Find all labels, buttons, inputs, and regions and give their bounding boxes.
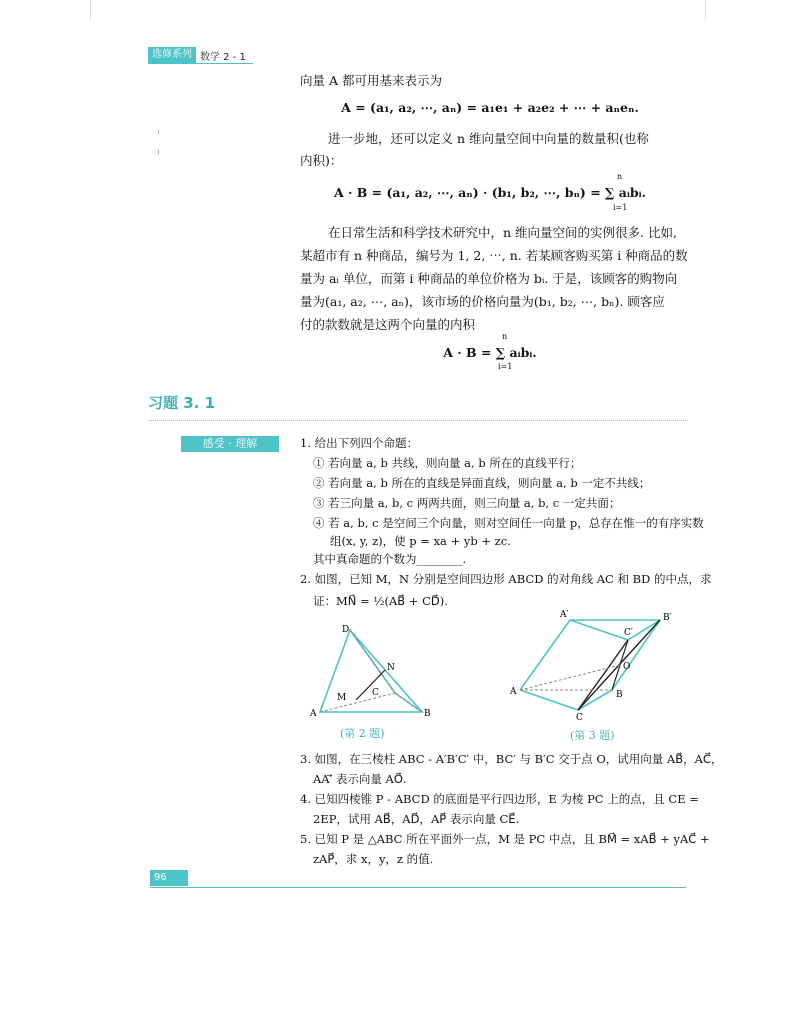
label-B: B	[424, 709, 431, 719]
body-text: 某超市有 n 种商品，编号为 1, 2, ⋯, n. 若某顾客购买第 i 种商品的数	[300, 248, 688, 263]
exercise-1-item: ① 若向量 a, b 共线，则向量 a, b 所在的直线平行；	[313, 456, 582, 470]
exercise-3: 3. 如图，在三棱柱 ABC - A′B′C′ 中，BC′ 与 B′C 交于点 O，试用向量 AB⃗，AC⃗，	[300, 752, 723, 766]
figure-3-caption: (第 3 题)	[570, 729, 615, 742]
running-header	[148, 47, 246, 63]
label-D: D	[342, 625, 350, 635]
label-N: N	[387, 663, 395, 673]
label-A: A	[510, 687, 517, 697]
footer-rule	[150, 887, 686, 888]
series-tag: 选修系列	[148, 47, 196, 63]
equation-2: A · B = (a₁, a₂, ⋯, aₙ) · (b₁, b₂, ⋯, bₙ) = ∑ aᵢbᵢ.	[334, 185, 646, 200]
section-title: 习题 3. 1	[148, 394, 216, 412]
figure-3	[510, 605, 690, 723]
margin-mark	[158, 150, 159, 154]
page-edge-left	[90, 0, 91, 20]
exercise-4: 2EP，试用 AB⃗，AD⃗，AP⃗ 表示向量 CE⃗.	[313, 812, 520, 826]
category-badge: 感受 · 理解	[181, 436, 279, 452]
label-B1: B′	[663, 613, 672, 623]
exercise-3: AA′⃗ 表示向量 AO⃗.	[313, 772, 407, 786]
label-C: C	[576, 713, 583, 723]
body-text: 进一步地，还可以定义 n 维向量空间中向量的数量积(也称	[328, 131, 649, 146]
body-text: 付的款数就是这两个向量的内积	[300, 317, 476, 332]
label-M: M	[337, 693, 347, 703]
body-text: 在日常生活和科学技术研究中，n 维向量空间的实例很多. 比如,	[328, 225, 677, 240]
exercise-4: 4. 已知四棱锥 P - ABCD 的底面是平行四边形，E 为棱 PC 上的点，且 CE =	[300, 792, 699, 806]
label-C1: C′	[624, 628, 633, 638]
sum-upper: n	[502, 332, 508, 341]
sum-upper: n	[617, 172, 623, 181]
figure-2-caption: (第 2 题)	[340, 727, 385, 740]
label-C: C	[372, 688, 379, 698]
label-A1: A′	[560, 610, 569, 620]
body-text: 内积)：	[300, 153, 343, 168]
exercise-2: 证：MN⃗ = ½(AB⃗ + CD⃗).	[313, 594, 448, 608]
label-B: B	[616, 690, 623, 700]
section-rule	[148, 420, 688, 421]
figure-2	[300, 620, 440, 730]
exercise-1: 1. 给出下列四个命题：	[300, 436, 419, 450]
page-number: 96	[150, 870, 188, 886]
body-text: 向量 A 都可用基来表示为	[300, 73, 442, 88]
label-O: O	[623, 662, 631, 672]
margin-mark	[158, 130, 159, 134]
body-text: 量为 aᵢ 单位，而第 i 种商品的单位价格为 bᵢ. 于是，该顾客的购物向	[300, 271, 678, 286]
header-rule	[148, 63, 253, 64]
equation-3: A · B = ∑ aᵢbᵢ.	[443, 345, 537, 360]
exercise-1-item: ④ 若 a, b, c 是空间三个向量，则对空间任一向量 p，总存在惟一的有序实数	[313, 516, 704, 530]
book-title: 数学 2 - 1	[200, 51, 246, 63]
equation-1: A = (a₁, a₂, ⋯, aₙ) = a₁e₁ + a₂e₂ + ⋯ + aₙeₙ.	[341, 100, 639, 115]
exercise-5: 5. 已知 P 是 △ABC 所在平面外一点，M 是 PC 中点，且 BM⃗ = xAB⃗ + yAC⃗ +	[300, 832, 710, 846]
exercise-5: zAP⃗，求 x，y，z 的值.	[313, 852, 434, 866]
body-text: 量为(a₁, a₂, ⋯, aₙ)，该市场的价格向量为(b₁, b₂, ⋯, bₙ). 顾客应	[300, 294, 665, 309]
exercise-1-item: ② 若向量 a, b 所在的直线是异面直线，则向量 a, b 一定不共线；	[313, 476, 651, 490]
exercise-2: 2. 如图，已知 M，N 分别是空间四边形 ABCD 的对角线 AC 和 BD 的中点，求	[300, 572, 712, 586]
exercise-1-question: 其中真命题的个数为________.	[313, 552, 467, 566]
sum-lower: i=1	[498, 362, 513, 371]
label-A: A	[310, 709, 317, 719]
sum-lower: i=1	[613, 203, 628, 212]
exercise-1-item: 组(x, y, z)，使 p = xa + yb + zc.	[330, 534, 511, 548]
page-edge-right	[705, 0, 706, 20]
exercise-1-item: ③ 若三向量 a, b, c 两两共面，则三向量 a, b, c 一定共面；	[313, 496, 621, 510]
